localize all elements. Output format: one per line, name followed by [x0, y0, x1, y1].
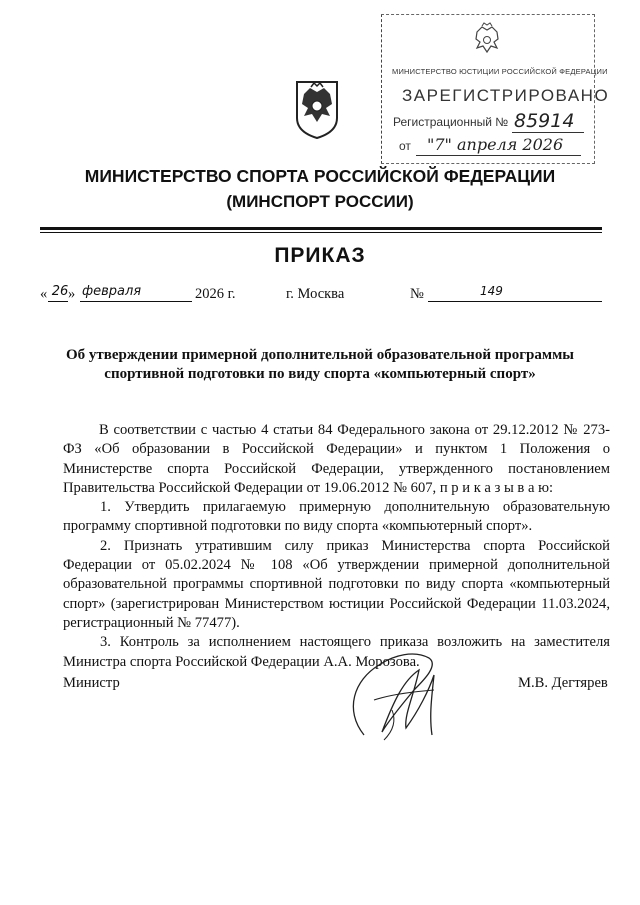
stamp-date-label: от — [399, 139, 411, 153]
stamp-regno-underline — [512, 132, 584, 133]
date-month-underline — [80, 301, 192, 302]
order-number: 149 — [480, 284, 503, 298]
body-paragraph-1: 1. Утвердить прилагаемую примерную дополнительную образовательную программу спортивной подготовки по виду спорта «компьютерный спорт». — [63, 499, 610, 535]
signatory-name: М.В. Дегтярев — [518, 675, 608, 691]
date-quote-open: « — [40, 286, 48, 302]
date-month: февраля — [82, 284, 142, 299]
order-body — [63, 421, 610, 672]
order-subject: Об утверждении примерной дополнительной образовательной программы спортивной подготовки по виду спорта «компьютерный спорт» — [65, 347, 575, 382]
stamp-regno-value: 85914 — [514, 110, 575, 132]
stamp-regno-label: Регистрационный № — [393, 115, 509, 129]
stamp-date-underline — [416, 155, 581, 156]
ministry-short-name: (МИНСПОРТ РОССИИ) — [226, 192, 414, 211]
header-rule-thick — [40, 227, 602, 230]
handwritten-signature — [334, 640, 454, 750]
stamp-ministry-text: МИНИСТЕРСТВО ЮСТИЦИИ РОССИЙСКОЙ ФЕДЕРАЦИИ — [392, 67, 608, 76]
date-day: 26 — [51, 284, 69, 299]
order-number-underline — [428, 301, 602, 302]
city: г. Москва — [286, 286, 345, 302]
body-paragraph-3: 3. Контроль за исполнением настоящего приказа возложить на заместителя Министра спорта Российской Федерации А.А. Морозова. — [63, 634, 610, 670]
signatory-title: Министр — [63, 675, 120, 691]
coat-of-arms-emblem — [292, 78, 342, 140]
date-quote-close: » — [68, 286, 76, 302]
stamp-emblem — [470, 22, 504, 62]
date-year: 2026 г. — [195, 286, 236, 302]
stamp-registered-text: ЗАРЕГИСТРИРОВАНО — [402, 86, 610, 105]
date-day-underline — [48, 301, 68, 302]
number-sign: № — [410, 286, 424, 302]
body-paragraph-preamble: В соответствии с частью 4 статьи 84 Федерального закона от 29.12.2012 № 273-ФЗ «Об образовании в Российской Федерации» и пунктом 1 Положения о Министерстве спорта Российской Федерации, утвержденного постановлением Правительства Российской Федерации от 19.06.2012 № 607, п р и к а з ы в а ю: — [63, 422, 610, 496]
document-type-title: ПРИКАЗ — [274, 244, 366, 267]
body-paragraph-2: 2. Признать утратившим силу приказ Министерства спорта Российской Федерации от 05.02.2024 № 108 «Об утверждении примерной дополнительной образовательной программы спортивной подготовки по виду спорта «компьютерный спорт» (зарегистрирован Министерством юстиции Российской Федерации 11.03.2024, регистрационный № 77477). — [63, 537, 610, 631]
ministry-name: МИНИСТЕРСТВО СПОРТА РОССИЙСКОЙ ФЕДЕРАЦИИ — [84, 166, 556, 186]
stamp-date-value: "7" апреля 2026 — [427, 135, 564, 154]
header-rule-thin — [40, 232, 602, 233]
